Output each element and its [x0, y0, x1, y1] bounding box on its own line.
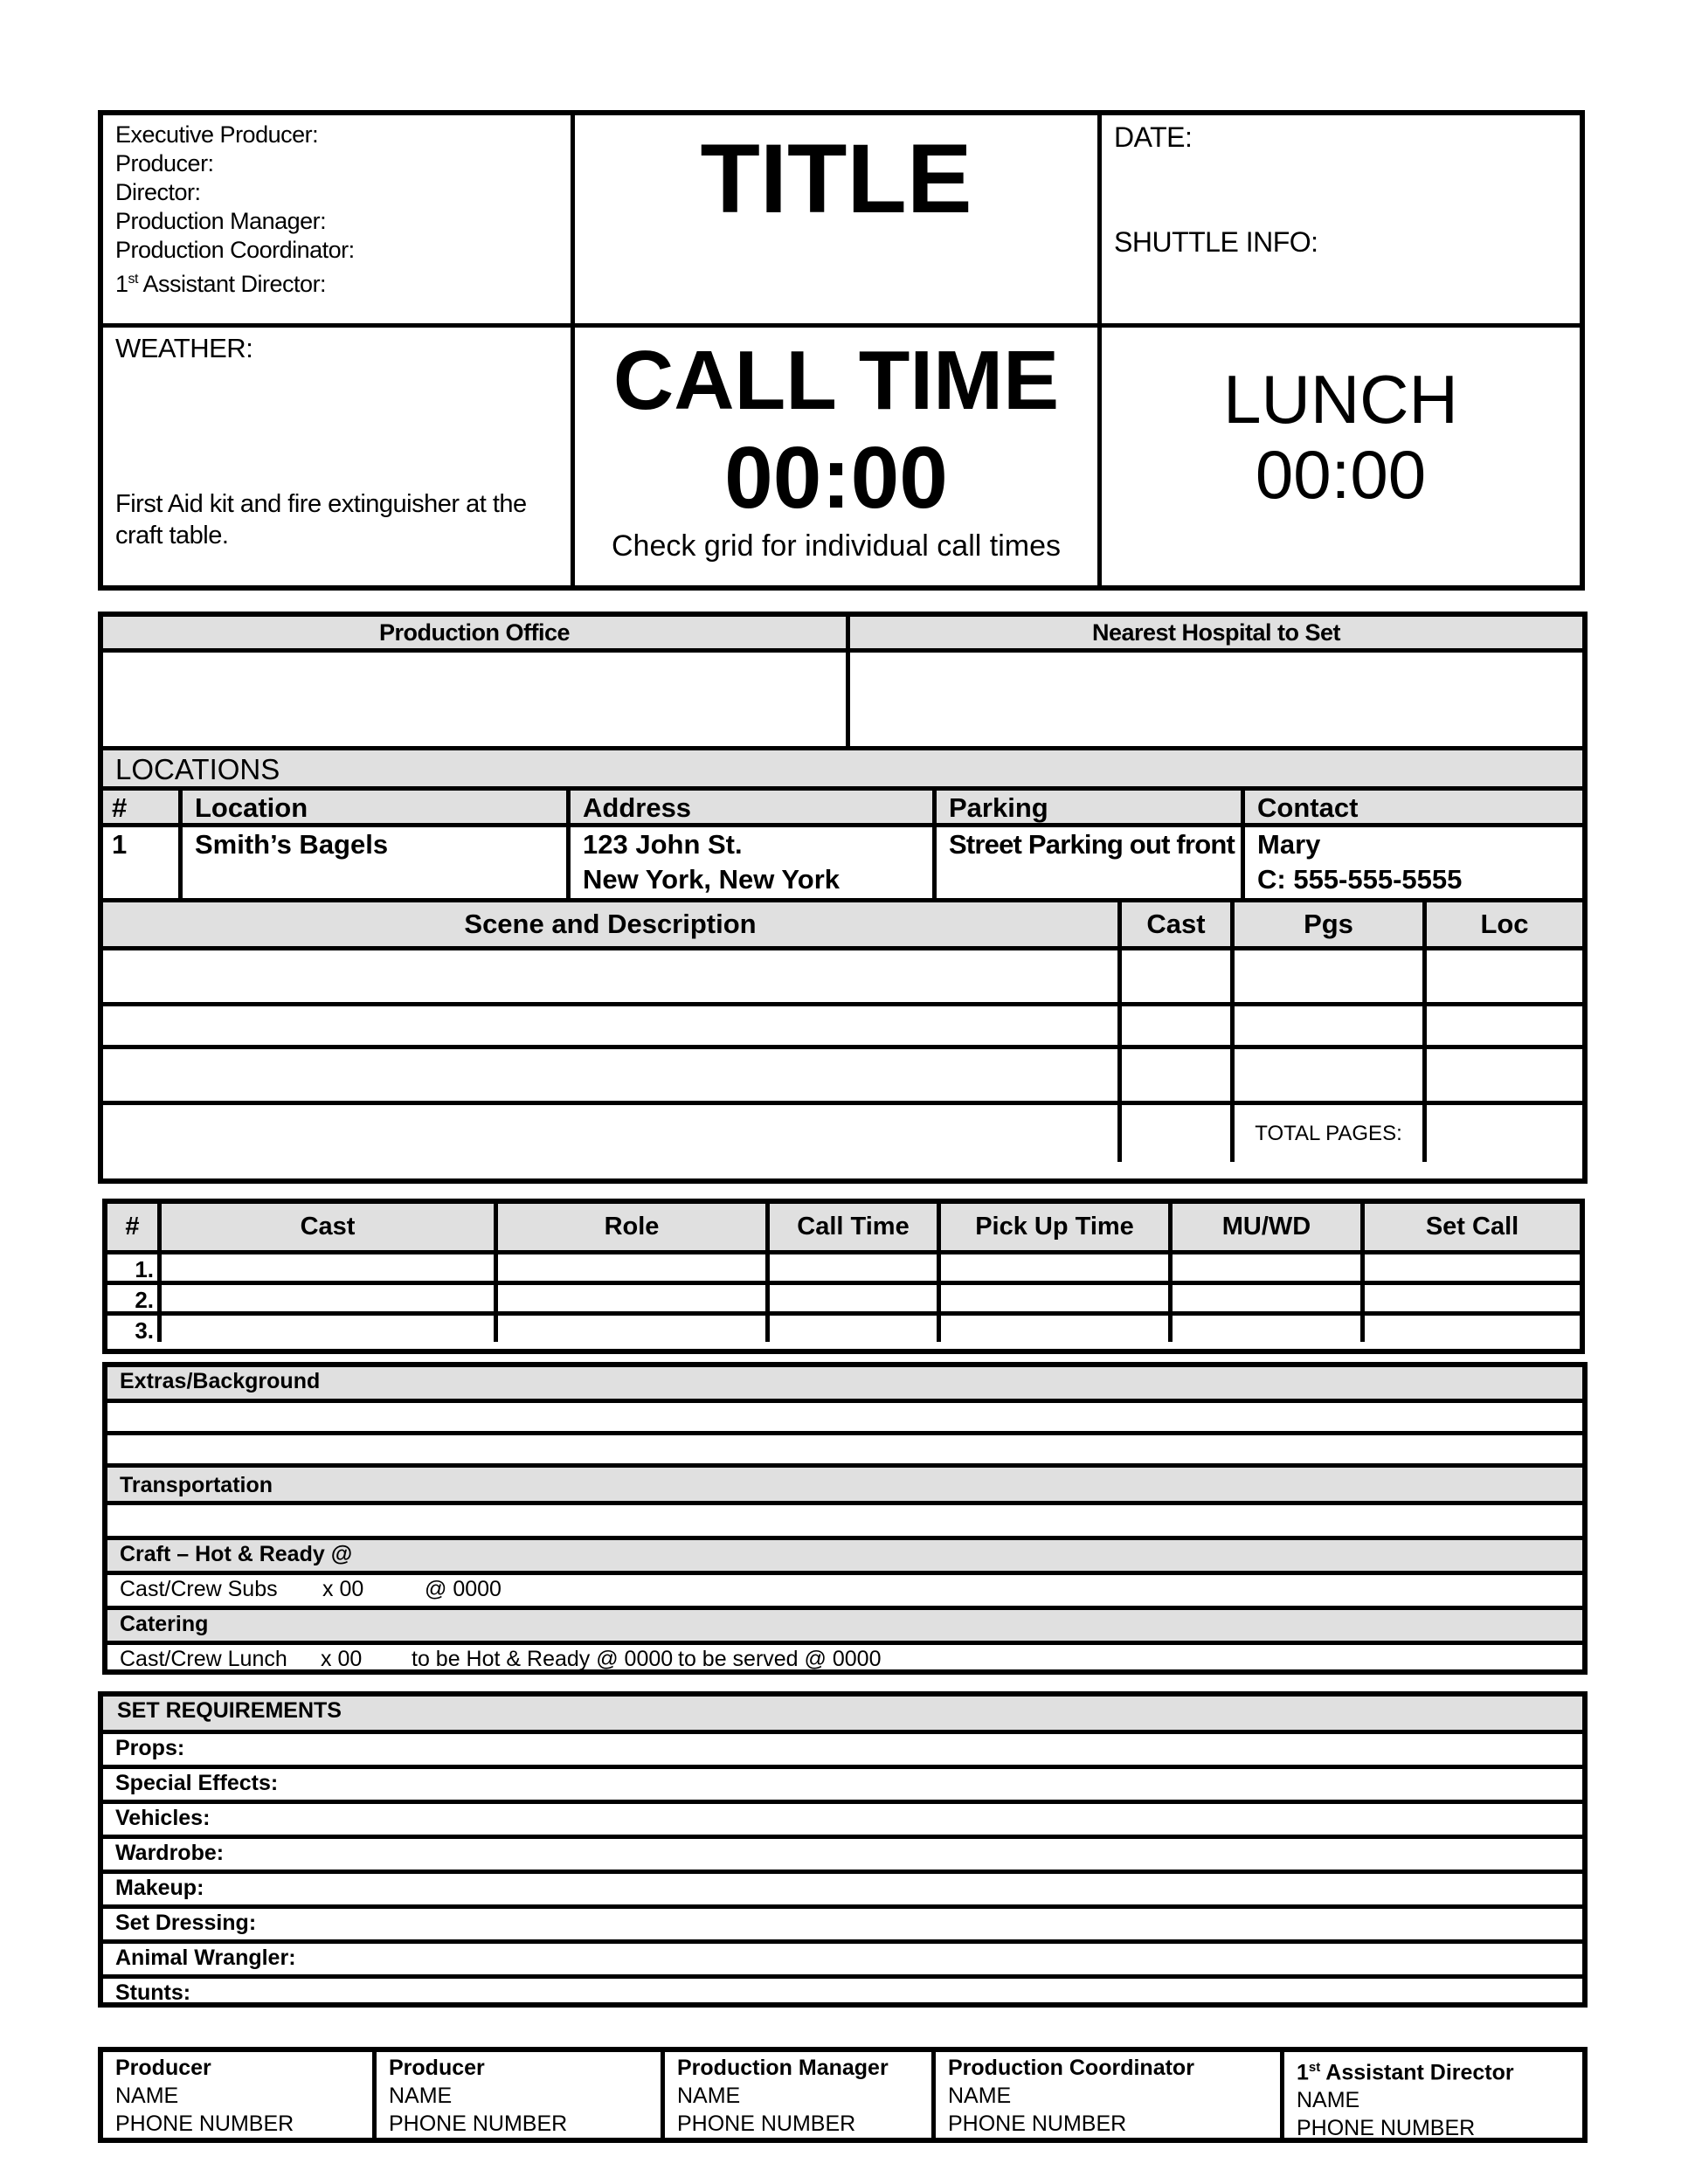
crew-label: Producer: [115, 150, 214, 176]
cast-cell[interactable] [157, 1285, 494, 1311]
contact-card: Production Coordinator NAME PHONE NUMBER [931, 2052, 1280, 2138]
scene-cell[interactable] [1117, 1006, 1230, 1045]
safety-note: First Aid kit and fire extinguisher at the craft table. [115, 490, 527, 549]
cast-row [107, 1281, 1580, 1311]
cast-header-setcall: Set Call [1360, 1204, 1580, 1250]
cast-cell[interactable] [765, 1254, 937, 1281]
loc-header-contact: Contact [1241, 791, 1582, 823]
crew-label: Director: [115, 179, 201, 205]
scene-cell[interactable] [1230, 1006, 1422, 1045]
weather-cell [103, 328, 571, 585]
cast-cell[interactable] [937, 1254, 1168, 1281]
cast-cell[interactable] [1168, 1254, 1360, 1281]
cast-cell[interactable] [765, 1285, 937, 1311]
catering-line: Cast/Crew Lunch x 00 to be Hot & Ready @ 0000 to be served @ 0000 [120, 1647, 882, 1671]
scene-cell[interactable] [1422, 1049, 1582, 1101]
scene-row[interactable] [103, 946, 1582, 1002]
extras-header: Extras/Background [120, 1369, 321, 1393]
cast-cell[interactable] [1360, 1285, 1580, 1311]
loc-header-num: # [112, 792, 128, 823]
cast-header-call: Call Time [765, 1204, 937, 1250]
production-office-header: Production Office [103, 617, 846, 648]
date-cell [1097, 115, 1580, 323]
extras-field[interactable] [107, 1403, 1582, 1431]
hospital-field[interactable] [846, 653, 1582, 746]
scene-cell[interactable] [103, 1049, 1117, 1101]
scene-row[interactable] [103, 1045, 1582, 1101]
hospital-header: Nearest Hospital to Set [846, 617, 1582, 648]
cast-header-cast: Cast [157, 1204, 494, 1250]
title-cell [571, 115, 1097, 323]
logistics-section [102, 1362, 1588, 1675]
cast-header-muwd: MU/WD [1168, 1204, 1360, 1250]
scene-loc-header: Loc [1422, 902, 1582, 946]
req-vehicles[interactable]: Vehicles: [115, 1806, 211, 1830]
cast-cell[interactable] [494, 1285, 765, 1311]
req-special-effects[interactable]: Special Effects: [115, 1771, 279, 1795]
total-pages-label: TOTAL PAGES: [1230, 1105, 1422, 1162]
lunch-cell [1097, 328, 1580, 585]
cast-row-num: 3. [135, 1317, 154, 1342]
loc-header-parking: Parking [932, 791, 1241, 823]
cast-header-num: # [125, 1213, 140, 1241]
cast-table [102, 1199, 1585, 1354]
contact-card: Producer NAME PHONE NUMBER [372, 2052, 661, 2138]
cast-row-num: 1. [135, 1256, 154, 1281]
scene-cell[interactable] [103, 950, 1117, 1002]
set-requirements [98, 1691, 1588, 2008]
cast-cell[interactable] [937, 1316, 1168, 1342]
scene-cast-header: Cast [1117, 902, 1230, 946]
cast-cell[interactable] [494, 1254, 765, 1281]
loc-address: 123 John St. New York, New York [566, 827, 932, 898]
cast-cell[interactable] [937, 1285, 1168, 1311]
req-makeup[interactable]: Makeup: [115, 1876, 204, 1900]
locations-title: LOCATIONS [115, 753, 280, 785]
locations-section [98, 612, 1588, 1184]
req-props[interactable]: Props: [115, 1736, 185, 1760]
cast-cell[interactable] [1360, 1316, 1580, 1342]
lunch-label: LUNCH [1223, 361, 1458, 438]
req-wardrobe[interactable]: Wardrobe: [115, 1841, 225, 1865]
crew-label-ad: 1st Assistant Director: [115, 271, 327, 297]
scene-cell[interactable] [1230, 1049, 1422, 1101]
transportation-header: Transportation [120, 1473, 273, 1497]
req-set-dressing[interactable]: Set Dressing: [115, 1911, 257, 1935]
scene-cell[interactable] [103, 1105, 1117, 1162]
contacts-footer [98, 2047, 1588, 2143]
scene-cell[interactable] [1117, 950, 1230, 1002]
cast-row-num: 2. [135, 1287, 154, 1311]
scene-cell[interactable] [103, 1006, 1117, 1045]
header-box [98, 110, 1585, 591]
craft-header: Craft – Hot & Ready @ [120, 1542, 353, 1566]
loc-contact: Mary C: 555-555-5555 [1241, 827, 1582, 898]
extras-field[interactable] [107, 1435, 1582, 1463]
cast-row [107, 1311, 1580, 1342]
shuttle-label: SHUTTLE INFO: [1114, 226, 1318, 258]
loc-name: Smith’s Bagels [178, 827, 566, 898]
call-time-cell [571, 328, 1097, 585]
craft-line: Cast/Crew Subs x 00 @ 0000 [120, 1577, 502, 1601]
crew-label: Production Coordinator: [115, 237, 355, 263]
cast-header-role: Role [494, 1204, 765, 1250]
catering-header: Catering [120, 1612, 209, 1636]
scene-cell[interactable] [1117, 1049, 1230, 1101]
contact-card: Producer NAME PHONE NUMBER [115, 2056, 294, 2136]
loc-header-address: Address [566, 791, 932, 823]
cast-cell[interactable] [494, 1316, 765, 1342]
scene-row[interactable] [103, 1101, 1582, 1162]
crew-label: Executive Producer: [115, 121, 319, 148]
scene-cell[interactable] [1422, 1006, 1582, 1045]
page-title: TITLE [700, 124, 972, 233]
production-office-field[interactable] [103, 653, 846, 746]
call-time-note: Check grid for individual call times [612, 529, 1061, 563]
date-label: DATE: [1114, 121, 1193, 153]
scene-header: Scene and Description [464, 909, 757, 939]
loc-num: 1 [112, 829, 128, 860]
cast-cell[interactable] [1168, 1285, 1360, 1311]
cast-row [107, 1250, 1580, 1281]
scene-cell[interactable] [1117, 1105, 1230, 1162]
cast-cell[interactable] [1360, 1254, 1580, 1281]
crew-list [103, 115, 571, 323]
scene-pgs-header: Pgs [1230, 902, 1422, 946]
req-stunts[interactable]: Stunts: [115, 1980, 191, 2005]
total-pages-field[interactable] [1422, 1105, 1582, 1162]
contact-card: 1st Assistant Director NAME PHONE NUMBER [1280, 2052, 1582, 2138]
scene-cell[interactable] [1230, 950, 1422, 1002]
loc-parking: Street Parking out front [932, 827, 1241, 898]
crew-label: Production Manager: [115, 208, 327, 234]
loc-header-location: Location [178, 791, 566, 823]
cast-cell[interactable] [157, 1316, 494, 1342]
cast-cell[interactable] [765, 1316, 937, 1342]
call-time-label: CALL TIME [612, 334, 1060, 427]
lunch-time: 00:00 [1255, 436, 1427, 513]
location-row [103, 823, 1582, 898]
scene-row[interactable] [103, 1002, 1582, 1045]
weather-label: WEATHER: [115, 333, 253, 363]
call-time-value: 00:00 [724, 429, 948, 527]
contact-card: Production Manager NAME PHONE NUMBER [661, 2052, 931, 2138]
set-requirements-title: SET REQUIREMENTS [117, 1698, 342, 1723]
scene-cell[interactable] [1422, 950, 1582, 1002]
cast-cell[interactable] [1168, 1316, 1360, 1342]
transportation-field[interactable] [107, 1505, 1582, 1536]
cast-header-pickup: Pick Up Time [937, 1204, 1168, 1250]
cast-cell[interactable] [157, 1254, 494, 1281]
req-animal-wrangler[interactable]: Animal Wrangler: [115, 1946, 296, 1970]
